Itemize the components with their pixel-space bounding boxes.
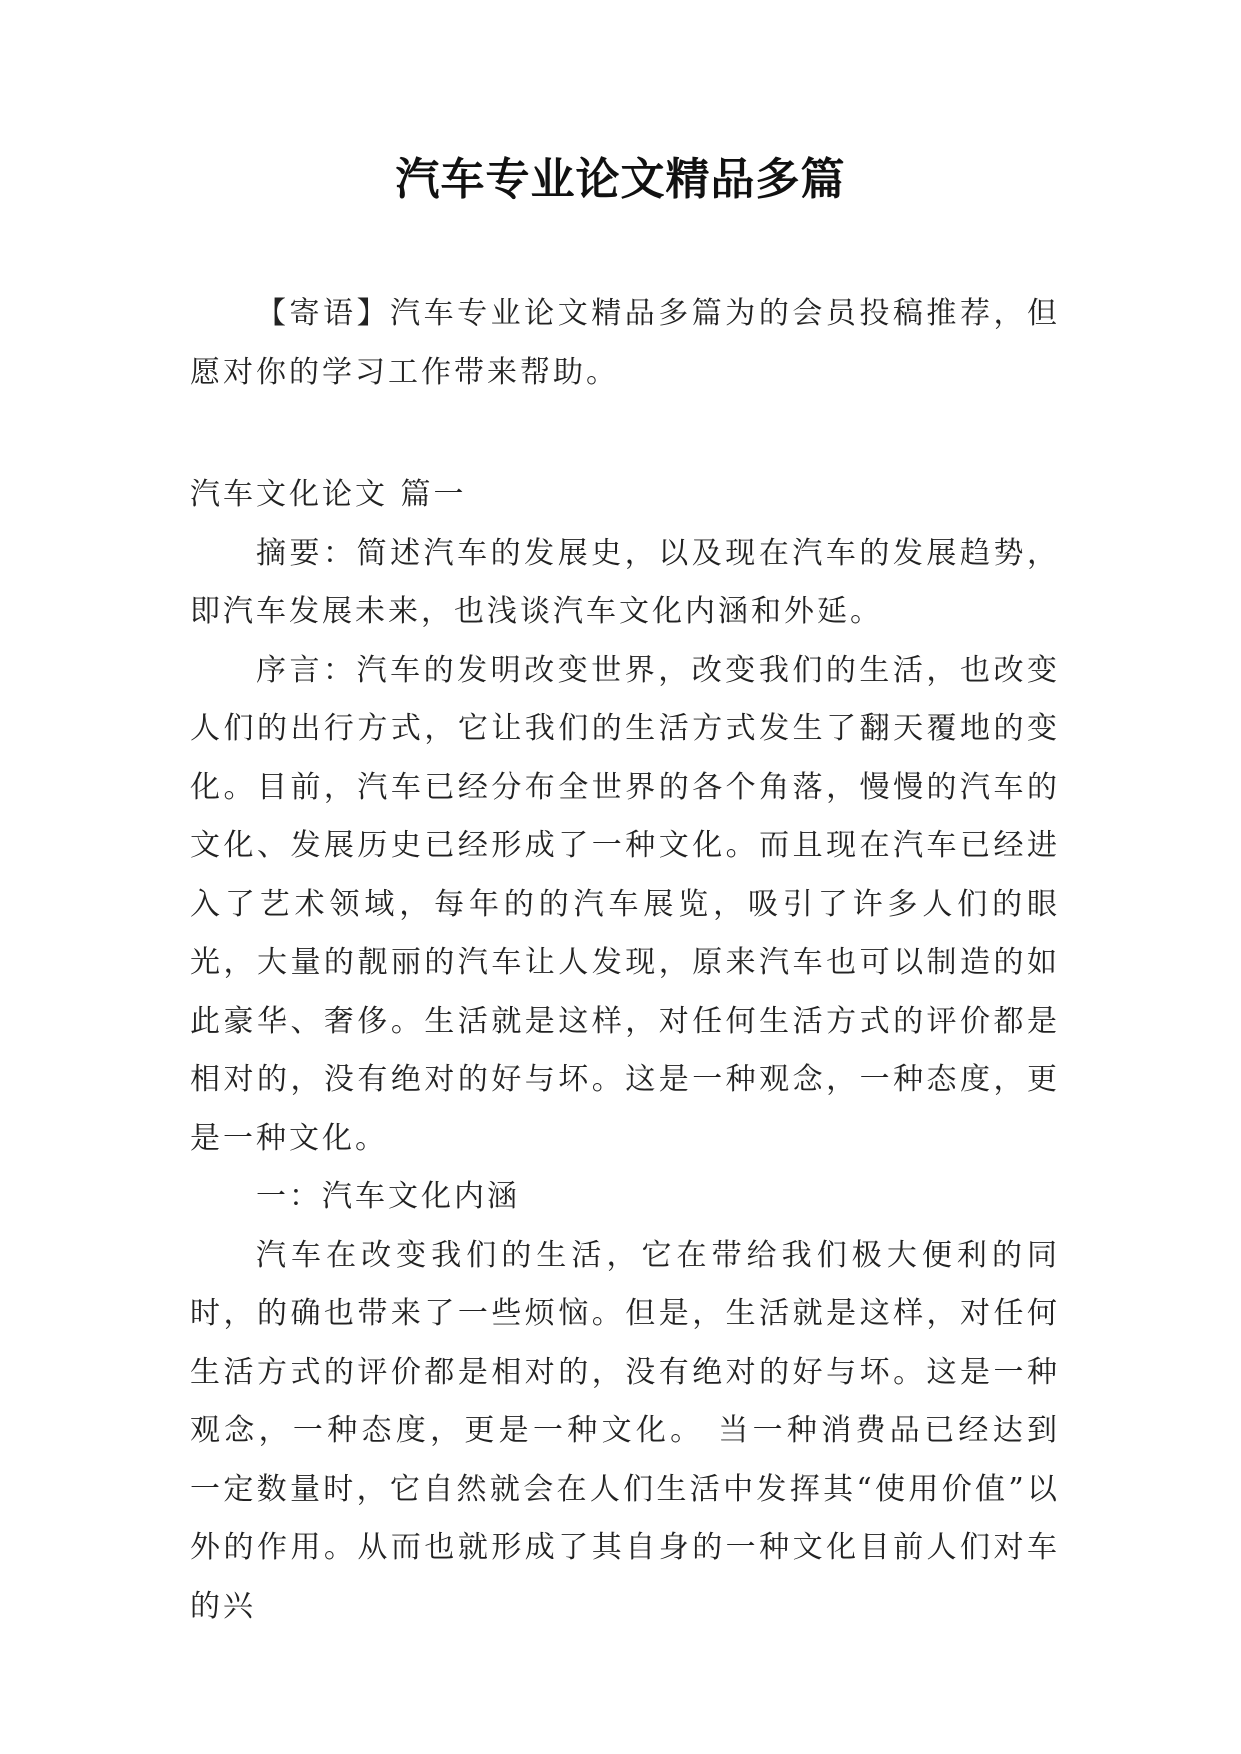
body-paragraph: 汽车在改变我们的生活，它在带给我们极大便利的同时，的确也带来了一些烦恼。但是，生活就是这样，对任何生活方式的评价都是相对的，没有绝对的好与坏。这是一种观念，一种态度，更是一种文化。 当一种消费品已经达到一定数量时，它自然就会在人们生活中发挥其“使用价值”以外的作用。从而也就形成了其自身的一种文化目前人们对车的兴 <box>190 1237 1060 1624</box>
preface-paragraph: 序言：汽车的发明改变世界，改变我们的生活，也改变人们的出行方式，它让我们的生活方式发生了翻天覆地的变化。目前，汽车已经分布全世界的各个角落，慢慢的汽车的文化、发展历史已经形成了一种文化。而且现在汽车已经进入了艺术领域，每年的的汽车展览，吸引了许多人们的眼光，大量的靓丽的汽车让人发现，原来汽车也可以制造的如此豪华、奢侈。生活就是这样，对任何生活方式的评价都是相对的，没有绝对的好与坏。这是一种观念，一种态度，更是一种文化。 <box>190 652 1060 1156</box>
abstract-paragraph: 摘要：简述汽车的发展史，以及现在汽车的发展趋势，即汽车发展未来，也浅谈汽车文化内涵和外延。 <box>190 535 1060 629</box>
intro-paragraph: 【寄语】汽车专业论文精品多篇为的会员投稿推荐，但愿对你的学习工作带来帮助。 <box>190 296 1060 390</box>
subheading-culture-connotation: 一：汽车文化内涵 <box>256 1179 520 1214</box>
document-body <box>190 285 1060 1636</box>
section-heading: 汽车文化论文 篇一 <box>190 477 467 512</box>
document-title: 汽车专业论文精品多篇 <box>395 154 846 205</box>
